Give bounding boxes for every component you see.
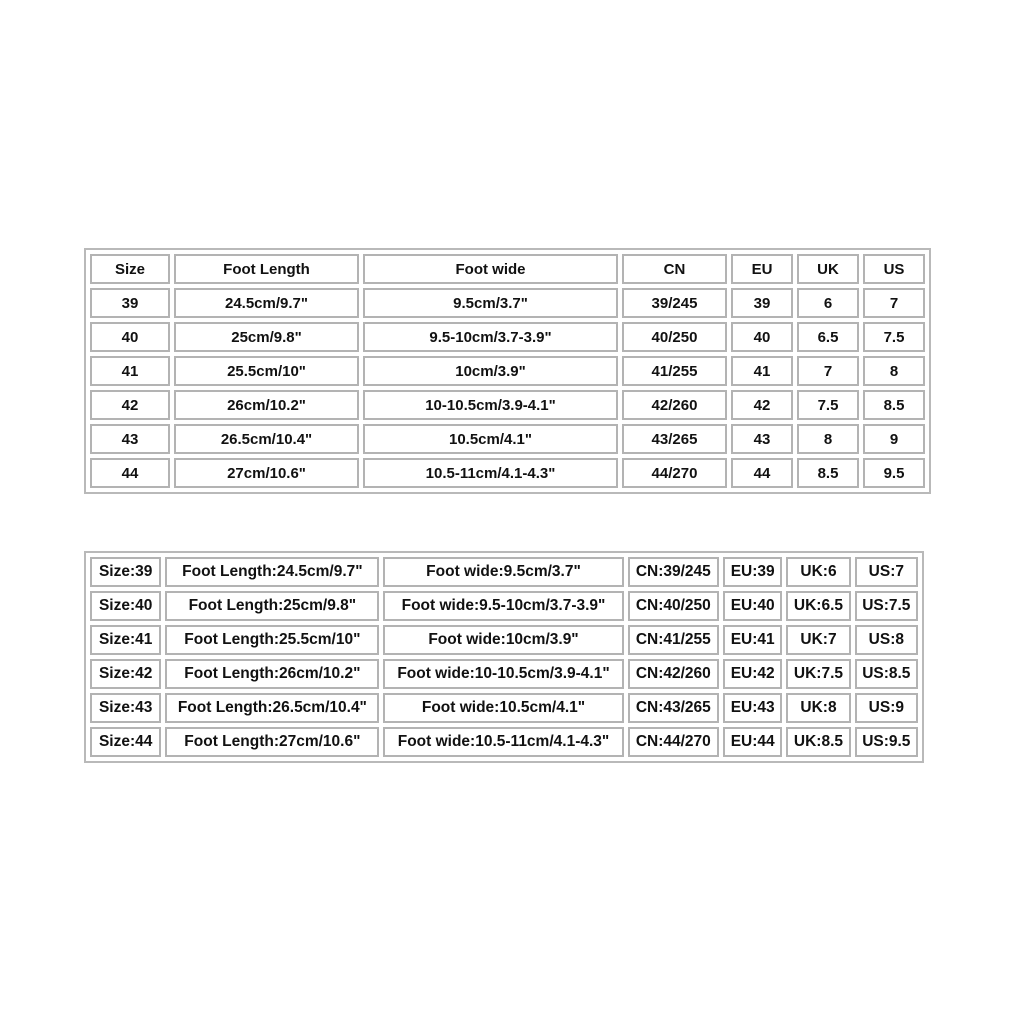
table-cell-col-0: 44 (90, 458, 170, 488)
table-cell-col-2: Foot wide:9.5-10cm/3.7-3.9" (383, 591, 623, 621)
table-cell-col-4: EU:41 (723, 625, 782, 655)
table-cell-col-1: 25cm/9.8" (174, 322, 359, 352)
table-cell-col-6: US:9 (855, 693, 918, 723)
table-cell-col-3: CN:41/255 (628, 625, 719, 655)
table-cell-col-1: 26.5cm/10.4" (174, 424, 359, 454)
table-cell-col-6: 7 (863, 288, 925, 318)
table-row (90, 693, 918, 723)
table-cell-col-2: 10cm/3.9" (363, 356, 618, 386)
table-cell-col-5: 8.5 (797, 458, 859, 488)
table-cell-col-3: 42/260 (622, 390, 727, 420)
header-cell-col-1: Foot Length (174, 254, 359, 284)
table-cell-col-5: UK:8.5 (786, 727, 850, 757)
table-row (90, 322, 925, 352)
table-cell-col-1: 27cm/10.6" (174, 458, 359, 488)
table-cell-col-3: 43/265 (622, 424, 727, 454)
table-cell-col-4: 40 (731, 322, 793, 352)
table-cell-col-5: UK:6 (786, 557, 850, 587)
table-row (90, 625, 918, 655)
table-cell-col-2: 9.5-10cm/3.7-3.9" (363, 322, 618, 352)
table-cell-col-4: 43 (731, 424, 793, 454)
table-cell-col-2: 9.5cm/3.7" (363, 288, 618, 318)
table-cell-col-0: 39 (90, 288, 170, 318)
table-cell-col-0: Size:43 (90, 693, 161, 723)
table-cell-col-5: 6 (797, 288, 859, 318)
table-cell-col-2: Foot wide:10-10.5cm/3.9-4.1" (383, 659, 623, 689)
table-cell-col-1: Foot Length:27cm/10.6" (165, 727, 379, 757)
table-cell-col-6: 8 (863, 356, 925, 386)
table-cell-col-5: UK:6.5 (786, 591, 850, 621)
table-row (90, 727, 918, 757)
table-cell-col-5: 7 (797, 356, 859, 386)
table-cell-col-3: 44/270 (622, 458, 727, 488)
table-cell-col-3: 41/255 (622, 356, 727, 386)
header-cell-col-3: CN (622, 254, 727, 284)
table-cell-col-6: US:7 (855, 557, 918, 587)
table-cell-col-3: CN:44/270 (628, 727, 719, 757)
table-cell-col-4: EU:44 (723, 727, 782, 757)
table-cell-col-2: 10.5cm/4.1" (363, 424, 618, 454)
header-cell-col-4: EU (731, 254, 793, 284)
table-cell-col-4: EU:40 (723, 591, 782, 621)
table-cell-col-6: US:8 (855, 625, 918, 655)
table-cell-col-4: EU:43 (723, 693, 782, 723)
table-cell-col-5: UK:8 (786, 693, 850, 723)
table-row (90, 591, 918, 621)
table-cell-col-2: Foot wide:9.5cm/3.7" (383, 557, 623, 587)
table-cell-col-1: Foot Length:25.5cm/10" (165, 625, 379, 655)
table-cell-col-5: 6.5 (797, 322, 859, 352)
header-cell-col-6: US (863, 254, 925, 284)
table-cell-col-0: Size:44 (90, 727, 161, 757)
table-cell-col-4: 42 (731, 390, 793, 420)
table-cell-col-1: Foot Length:26cm/10.2" (165, 659, 379, 689)
table-cell-col-4: 44 (731, 458, 793, 488)
table-cell-col-0: 41 (90, 356, 170, 386)
table-cell-col-1: Foot Length:24.5cm/9.7" (165, 557, 379, 587)
table-cell-col-3: CN:43/265 (628, 693, 719, 723)
table-cell-col-6: US:7.5 (855, 591, 918, 621)
table-cell-col-3: CN:39/245 (628, 557, 719, 587)
table-cell-col-0: Size:40 (90, 591, 161, 621)
table-cell-col-0: 43 (90, 424, 170, 454)
table-cell-col-0: 42 (90, 390, 170, 420)
header-cell-col-5: UK (797, 254, 859, 284)
table-cell-col-0: Size:39 (90, 557, 161, 587)
table-cell-col-2: Foot wide:10cm/3.9" (383, 625, 623, 655)
table-cell-col-2: Foot wide:10.5cm/4.1" (383, 693, 623, 723)
table-cell-col-5: 8 (797, 424, 859, 454)
table-row (90, 288, 925, 318)
header-cell-col-2: Foot wide (363, 254, 618, 284)
table-row (90, 557, 918, 587)
table-cell-col-1: 25.5cm/10" (174, 356, 359, 386)
table-cell-col-4: 39 (731, 288, 793, 318)
size-chart-table (84, 248, 931, 494)
table-cell-col-1: Foot Length:26.5cm/10.4" (165, 693, 379, 723)
table-cell-col-2: 10-10.5cm/3.9-4.1" (363, 390, 618, 420)
table-cell-col-2: Foot wide:10.5-11cm/4.1-4.3" (383, 727, 623, 757)
table-cell-col-4: EU:42 (723, 659, 782, 689)
table-cell-col-3: CN:42/260 (628, 659, 719, 689)
table-cell-col-3: CN:40/250 (628, 591, 719, 621)
table-cell-col-0: Size:41 (90, 625, 161, 655)
table-cell-col-1: Foot Length:25cm/9.8" (165, 591, 379, 621)
table-cell-col-6: US:8.5 (855, 659, 918, 689)
table-cell-col-6: 8.5 (863, 390, 925, 420)
table-cell-col-5: 7.5 (797, 390, 859, 420)
table-cell-col-0: 40 (90, 322, 170, 352)
table-cell-col-4: 41 (731, 356, 793, 386)
table-cell-col-6: US:9.5 (855, 727, 918, 757)
table-row (90, 356, 925, 386)
table-cell-col-1: 24.5cm/9.7" (174, 288, 359, 318)
table-cell-col-5: UK:7.5 (786, 659, 850, 689)
table-cell-col-6: 7.5 (863, 322, 925, 352)
table-row (90, 458, 925, 488)
table-cell-col-6: 9 (863, 424, 925, 454)
size-chart-labeled-table (84, 551, 924, 763)
table-cell-col-3: 40/250 (622, 322, 727, 352)
table-header-row (90, 254, 925, 284)
table-cell-col-6: 9.5 (863, 458, 925, 488)
table-cell-col-1: 26cm/10.2" (174, 390, 359, 420)
table-row (90, 390, 925, 420)
table-cell-col-5: UK:7 (786, 625, 850, 655)
table-row (90, 424, 925, 454)
table-cell-col-2: 10.5-11cm/4.1-4.3" (363, 458, 618, 488)
table-row (90, 659, 918, 689)
table-cell-col-3: 39/245 (622, 288, 727, 318)
header-cell-col-0: Size (90, 254, 170, 284)
table-cell-col-4: EU:39 (723, 557, 782, 587)
table-cell-col-0: Size:42 (90, 659, 161, 689)
